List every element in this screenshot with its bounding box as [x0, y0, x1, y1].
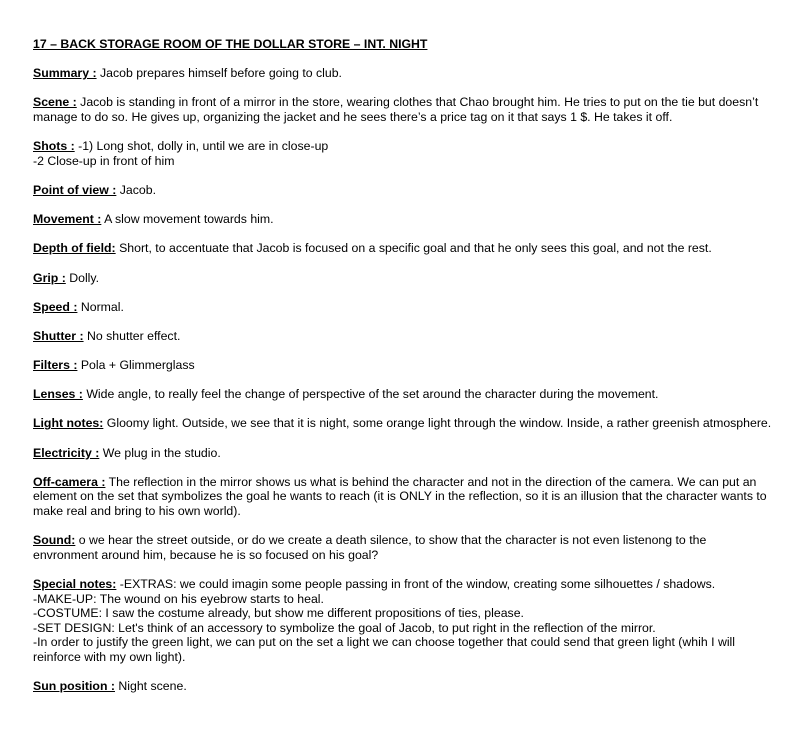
- section-line: [33, 475, 773, 519]
- section-line: [33, 66, 773, 81]
- section-text: Gloomy light. Outside, we see that it is night, some orange light through the window. Inside, a rather greenish atmosphere.: [106, 416, 772, 431]
- section-line: [33, 533, 773, 562]
- section-line: [33, 416, 773, 431]
- shot-sheet-page: [33, 37, 773, 708]
- section-label: Movement :: [33, 212, 102, 227]
- section-label: Speed :: [33, 299, 78, 314]
- section-label: Lenses :: [33, 387, 83, 402]
- section-summary: [33, 66, 773, 81]
- section-line: [33, 446, 773, 461]
- section-off-camera: [33, 475, 773, 519]
- section-text: Normal.: [80, 299, 124, 314]
- section-label: Sun position :: [33, 679, 115, 694]
- section-text: Jacob prepares himself before going to club.: [99, 66, 342, 81]
- section-line: [33, 577, 773, 592]
- section-electricity: [33, 446, 773, 461]
- section-line: [33, 241, 773, 256]
- section-text: A slow movement towards him.: [104, 212, 274, 227]
- section-text: Short, to accentuate that Jacob is focused on a specific goal and that he only sees this goal, and not the rest.: [119, 241, 712, 256]
- section-line: [33, 621, 773, 636]
- section-depth-of-field: [33, 241, 773, 256]
- section-line: [33, 387, 773, 402]
- section-label: Scene :: [33, 95, 77, 110]
- section-text: Jacob.: [119, 182, 157, 197]
- sections-container: [33, 66, 773, 694]
- section-text: The reflection in the mirror shows us what is behind the character and not in the direction of the camera. We can put an element on the set that symbolizes the goal he wants to reach (it is ONLY in the reflection, so it is an illusion that the character wants to make real and bring to his own world).: [33, 474, 767, 518]
- section-text: -1) Long shot, dolly in, until we are in close-up: [78, 139, 329, 154]
- section-text: Wide angle, to really feel the change of perspective of the set around the character during the movement.: [86, 387, 659, 402]
- section-sun-position: [33, 679, 773, 694]
- section-line: [33, 635, 773, 664]
- section-text: Jacob is standing in front of a mirror in the store, wearing clothes that Chao brought him. He tries to put on the tie but doesn’t manage to do so. He gives up, organizing the jacket and he sees there’s a price tag on it that says 1 $. He takes it off.: [33, 95, 759, 124]
- section-label: Depth of field:: [33, 241, 116, 256]
- section-grip: [33, 271, 773, 286]
- section-text: No shutter effect.: [86, 328, 181, 343]
- section-label: Special notes:: [33, 576, 117, 591]
- section-text: Dolly.: [69, 270, 100, 285]
- section-text: Night scene.: [118, 679, 187, 694]
- section-text: Pola + Glimmerglass: [80, 358, 195, 373]
- section-label: Electricity :: [33, 445, 100, 460]
- section-line: [33, 95, 773, 124]
- section-label: Sound:: [33, 533, 76, 548]
- section-filters: [33, 358, 773, 373]
- section-line: [33, 606, 773, 621]
- section-label: Point of view :: [33, 182, 117, 197]
- section-text: -COSTUME: I saw the costume already, but show me different propositions of ties, please.: [33, 606, 524, 621]
- section-line: [33, 212, 773, 227]
- section-text: -EXTRAS: we could imagin some people passing in front of the window, creating some silhouettes / shadows.: [119, 576, 716, 591]
- section-label: Light notes:: [33, 416, 104, 431]
- section-text: -2 Close-up in front of him: [33, 153, 175, 168]
- section-line: [33, 154, 773, 169]
- section-line: [33, 329, 773, 344]
- section-special-notes: [33, 577, 773, 665]
- section-label: Off-camera :: [33, 474, 106, 489]
- section-line: [33, 139, 773, 154]
- section-lenses: [33, 387, 773, 402]
- section-label: Filters :: [33, 358, 78, 373]
- section-label: Summary :: [33, 66, 97, 81]
- section-text: o we hear the street outside, or do we create a death silence, to show that the character is not even listenong to the envronment around him, because he is so focused on his goal?: [33, 533, 707, 562]
- section-shots: [33, 139, 773, 168]
- section-label: Grip :: [33, 270, 66, 285]
- section-label: Shots :: [33, 139, 75, 154]
- section-line: [33, 592, 773, 607]
- section-shutter: [33, 329, 773, 344]
- section-text: -SET DESIGN: Let's think of an accessory to symbolize the goal of Jacob, to put right in the reflection of the mirror.: [33, 620, 656, 635]
- section-line: [33, 183, 773, 198]
- scene-heading: 17 – BACK STORAGE ROOM OF THE DOLLAR STORE – INT. NIGHT: [33, 37, 428, 51]
- section-light-notes: [33, 416, 773, 431]
- section-text: -MAKE-UP: The wound on his eyebrow starts to heal.: [33, 591, 324, 606]
- section-label: Shutter :: [33, 328, 84, 343]
- section-line: [33, 679, 773, 694]
- section-movement: [33, 212, 773, 227]
- section-scene: [33, 95, 773, 124]
- section-text: We plug in the studio.: [102, 445, 221, 460]
- section-text: -In order to justify the green light, we can put on the set a light we can choose together that could send that green light (whih I will reinforce with my own light).: [33, 635, 736, 664]
- section-line: [33, 271, 773, 286]
- section-point-of-view: [33, 183, 773, 198]
- section-sound: [33, 533, 773, 562]
- section-speed: [33, 300, 773, 315]
- section-line: [33, 300, 773, 315]
- section-line: [33, 358, 773, 373]
